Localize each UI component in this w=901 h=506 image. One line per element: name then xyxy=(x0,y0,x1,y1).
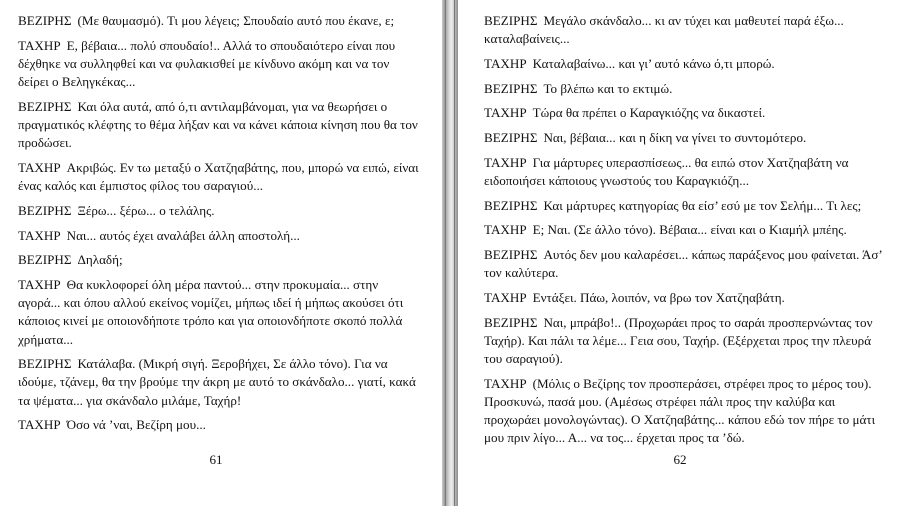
dialogue-line: Καταλαβαίνω... και γι’ αυτό κάνω ό,τι μπορώ. xyxy=(532,55,775,71)
gutter-edge xyxy=(445,0,446,506)
dialogue-line: Ξέρω... ξέρω... ο τελάλης. xyxy=(77,202,215,218)
right-page xyxy=(458,0,901,506)
dialogue-paragraph xyxy=(18,202,420,220)
speaker-name: ΒΕΖΙΡΗΣ xyxy=(484,247,538,263)
speaker-name: ΒΕΖΙΡΗΣ xyxy=(484,130,538,146)
dialogue-line: Και όλα αυτά, από ό,τι αντιλαμβάνομαι, για να θεωρήσει ο πραγματικός κλέφτης το θέμα λήξαν και να κάνει κάποια κίνηση που θα τον προδώσει. xyxy=(18,98,418,151)
dialogue-paragraph xyxy=(18,37,420,92)
dialogue-paragraph xyxy=(18,227,420,245)
book-gutter xyxy=(442,0,458,506)
left-page-text xyxy=(18,12,420,441)
speaker-name: ΒΕΖΙΡΗΣ xyxy=(18,356,72,372)
dialogue-paragraph xyxy=(484,55,888,73)
speaker-name: ΒΕΖΙΡΗΣ xyxy=(484,197,538,213)
dialogue-paragraph xyxy=(484,104,888,122)
dialogue-line: Ναι... αυτός έχει αναλάβει άλλη αποστολή... xyxy=(66,227,300,243)
dialogue-paragraph xyxy=(484,80,888,98)
dialogue-line: Και μάρτυρες κατηγορίας θα είσ’ εσύ με τον Σελήμ... Τι λες; xyxy=(543,197,862,213)
speaker-name: ΤΑΧΗΡ xyxy=(18,276,61,292)
speaker-name: ΤΑΧΗΡ xyxy=(484,222,527,238)
gutter-edge xyxy=(454,0,455,506)
dialogue-paragraph xyxy=(484,12,888,48)
speaker-name: ΒΕΖΙΡΗΣ xyxy=(18,13,72,28)
dialogue-paragraph xyxy=(484,129,888,147)
dialogue-line: Ε, βέβαια... πολύ σπουδαίο!.. Αλλά το σπουδαιότερο είναι που δέχθηκε να συλληφθεί και να φυλακισθεί με κίνδυνο ακόμη και να τον δείρει ο Βεληγκέκας... xyxy=(18,37,396,90)
dialogue-line: Θα κυκλοφορεί όλη μέρα παντού... στην προκυμαία... στην αγορά... και όπου αλλού εκείνος νομίζει, μήπως ιδεί ή μήπως ακούσει ότι κάποιος κινεί με οποιονδήποτε τρόπο και για οποιονδήποτε σκοπό πολλά χρήματα... xyxy=(18,276,404,347)
dialogue-line: Ναι, βέβαια... και η δίκη να γίνει το συντομότερο. xyxy=(543,130,807,146)
dialogue-line: (Μόλις ο Βεζίρης τον προσπεράσει, στρέφει προς το μέρος του). Προσκυνώ, πασά μου. (Αμέσως στρέφει πάλι προς την καλύβα και προχωράει μονολογώντας). Ο Χατζηαβάτης... κάπου εδώ τον πήρε το μάτι μου πριν λίγο... Α... να τος... έρχεται προς τα ’δώ. xyxy=(484,375,876,446)
speaker-name: ΤΑΧΗΡ xyxy=(18,159,61,175)
dialogue-line: Δηλαδή; xyxy=(77,252,123,268)
dialogue-line: Αυτός δεν μου καλαρέσει... κάπως παράξενος μου φαίνεται. Άσ’ τον καλύτερα. xyxy=(484,247,882,281)
dialogue-line: Ναι, μπράβο!.. (Προχωράει προς το σαράι προσπερνώντας τον Ταχήρ). Και πάλι τα λέμε... Γεια σου, Ταχήρ. (Εξέρχεται προς την πλευρά του σαραγιού). xyxy=(484,314,873,367)
right-page-text xyxy=(484,12,888,454)
dialogue-line: Όσο νά ’ναι, Βεζίρη μου... xyxy=(66,417,206,433)
dialogue-paragraph xyxy=(18,159,420,195)
dialogue-paragraph xyxy=(484,314,888,369)
speaker-name: ΤΑΧΗΡ xyxy=(484,375,527,391)
dialogue-paragraph xyxy=(484,197,888,215)
dialogue-paragraph xyxy=(18,98,420,153)
dialogue-paragraph xyxy=(484,289,888,307)
dialogue-line: Ε; Ναι. (Σε άλλο τόνο). Βέβαια... είναι και ο Κιαμήλ μπέης. xyxy=(532,222,847,238)
dialogue-line: Μεγάλο σκάνδαλο... κι αν τύχει και μαθευτεί παρά έξω... καταλαβαίνεις... xyxy=(484,13,844,47)
dialogue-paragraph xyxy=(18,12,420,30)
speaker-name: ΒΕΖΙΡΗΣ xyxy=(484,80,538,96)
page-number: 61 xyxy=(209,452,223,467)
speaker-name: ΤΑΧΗΡ xyxy=(484,55,527,71)
speaker-name: ΤΑΧΗΡ xyxy=(484,154,527,170)
dialogue-paragraph xyxy=(484,246,888,282)
dialogue-line: Κατάλαβα. (Μικρή σιγή. Ξεροβήχει, Σε άλλο τόνο). Για να ιδούμε, τζάνεμ, θα την βρούμε την άκρη με αυτό το σκάνδαλο... γιατί, κακά τα ψέματα... για σκάνδαλο μιλάμε, Ταχήρ! xyxy=(18,356,416,408)
dialogue-line: Το βλέπω και το εκτιμώ. xyxy=(543,80,673,96)
dialogue-paragraph xyxy=(18,251,420,269)
page-number: 62 xyxy=(673,452,687,467)
dialogue-line: (Με θαυμασμό). Τι μου λέγεις; Σπουδαίο αυτό που έκανε, ε; xyxy=(77,13,395,28)
speaker-name: ΤΑΧΗΡ xyxy=(484,105,527,121)
dialogue-line: Τώρα θα πρέπει ο Καραγκιόζης να δικαστεί. xyxy=(532,105,766,121)
speaker-name: ΤΑΧΗΡ xyxy=(18,417,61,433)
dialogue-line: Για μάρτυρες υπερασπίσεως... θα ειπώ στον Χατζηαβάτη να ειδοποιήσει κάποιους γνωστούς του Καραγκιόζη... xyxy=(484,154,849,188)
speaker-name: ΤΑΧΗΡ xyxy=(484,289,527,305)
speaker-name: ΒΕΖΙΡΗΣ xyxy=(484,314,538,330)
speaker-name: ΤΑΧΗΡ xyxy=(18,37,61,53)
dialogue-paragraph xyxy=(18,355,420,410)
speaker-name: ΒΕΖΙΡΗΣ xyxy=(18,202,72,218)
dialogue-line: Εντάξει. Πάω, λοιπόν, να βρω τον Χατζηαβάτη. xyxy=(532,289,785,305)
dialogue-paragraph xyxy=(18,276,420,349)
dialogue-paragraph xyxy=(484,375,888,448)
speaker-name: ΤΑΧΗΡ xyxy=(18,227,61,243)
dialogue-line: Ακριβώς. Εν τω μεταξύ ο Χατζηαβάτης, που, μπορώ να ειπώ, είναι ένας καλός και έμπιστος φίλος του σαραγιού... xyxy=(18,159,419,194)
left-page xyxy=(0,0,442,506)
dialogue-paragraph xyxy=(484,154,888,190)
dialogue-paragraph xyxy=(18,416,420,434)
speaker-name: ΒΕΖΙΡΗΣ xyxy=(484,13,538,28)
dialogue-paragraph xyxy=(484,221,888,239)
speaker-name: ΒΕΖΙΡΗΣ xyxy=(18,98,72,114)
speaker-name: ΒΕΖΙΡΗΣ xyxy=(18,252,72,268)
